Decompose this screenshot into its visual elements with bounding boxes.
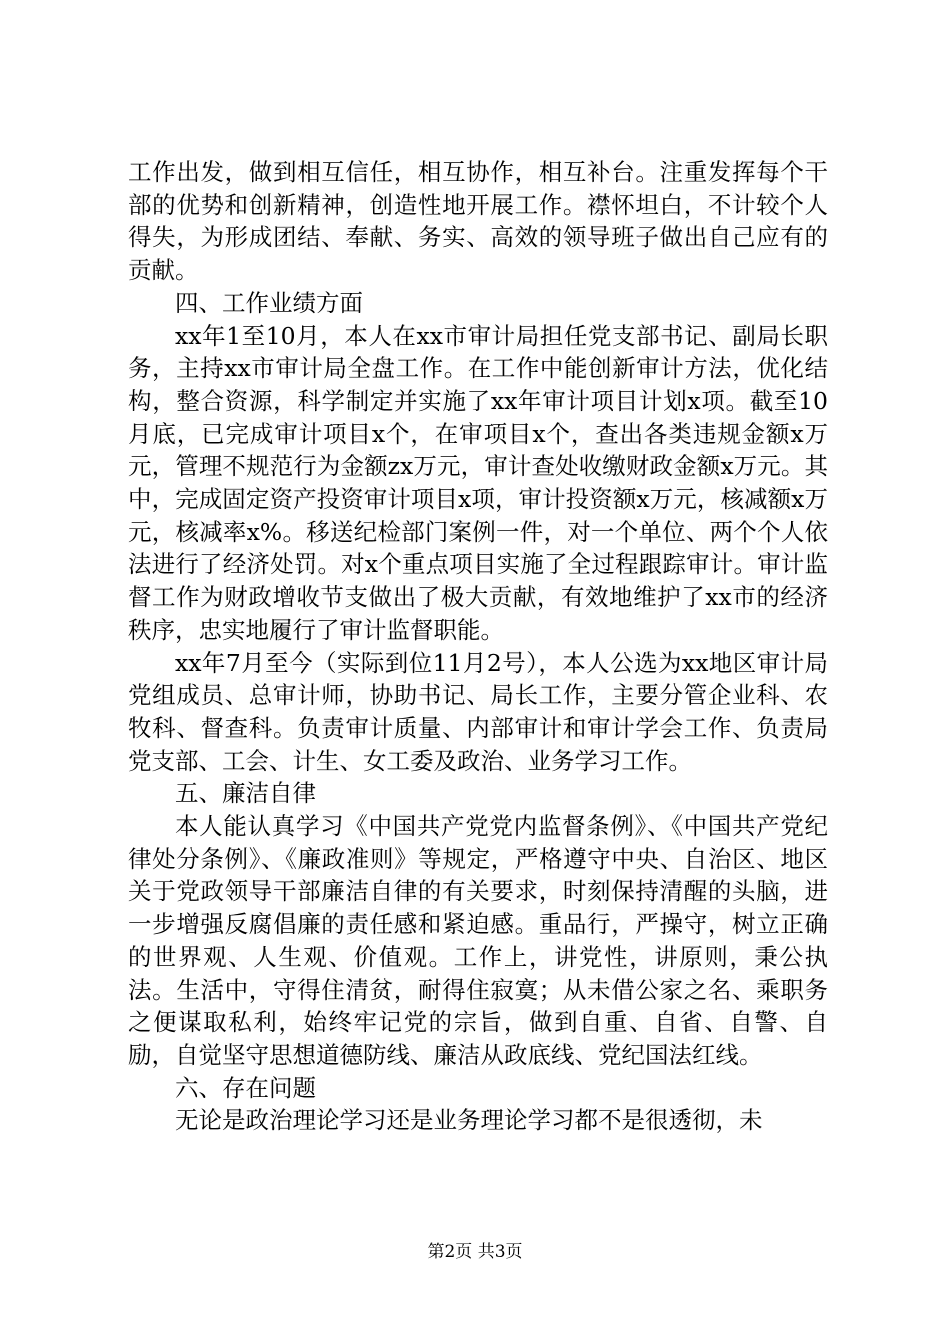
document-body	[128, 156, 828, 1137]
paragraph-problems: 无论是政治理论学习还是业务理论学习都不是很透彻，未	[175, 1106, 763, 1135]
paragraph-performance-region: xx年7月至今（实际到位11月2号），本人公选为xx地区审计局党组成员、总审计师，协助书记、局长工作，主要分管企业科、农牧科、督查科。负责审计质量、内部审计和审计学会工作、负责局党支部、工会、计生、女工委及政治、业务学习工作。	[128, 648, 828, 775]
section-heading-work-performance: 四、工作业绩方面	[175, 288, 363, 317]
page-number-footer: 第2页 共3页	[427, 1242, 523, 1262]
section-heading-problems: 六、存在问题	[175, 1073, 316, 1102]
section-heading-integrity: 五、廉洁自律	[175, 779, 316, 808]
paragraph-integrity: 本人能认真学习《中国共产党党内监督条例》、《中国共产党纪律处分条例》、《廉政准则》等规定，严格遵守中央、自治区、地区关于党政领导干部廉洁自律的有关要求，时刻保持清醒的头脑，进一步增强反腐倡廉的责任感和紧迫感。重品行，严操守，树立正确的世界观、人生观、价值观。工作上，讲党性，讲原则，秉公执法。生活中，守得住清贫，耐得住寂寞；从未借公家之名、乘职务之便谋取私利，始终牢记党的宗旨，做到自重、自省、自警、自励，自觉坚守思想道德防线、廉洁从政底线、党纪国法红线。	[128, 812, 828, 1069]
paragraph-continuation: 工作出发，做到相互信任，相互协作，相互补台。注重发挥每个干部的优势和创新精神，创造性地开展工作。襟怀坦白，不计较个人得失，为形成团结、奉献、务实、高效的领导班子做出自己应有的贡献。	[128, 158, 828, 285]
paragraph-performance-city: xx年1至10月，本人在xx市审计局担任党支部书记、副局长职务，主持xx市审计局全盘工作。在工作中能创新审计方法，优化结构，整合资源，科学制定并实施了xx年审计项目计划x项。截至10月底，已完成审计项目x个，在审项目x个，查出各类违规金额x万元，管理不规范行为金额zx万元，审计查处收缴财政金额x万元。其中，完成固定资产投资审计项目x项，审计投资额x万元，核减额x万元，核减率x%。移送纪检部门案例一件，对一个单位、两个个人依法进行了经济处罚。对x个重点项目实施了全过程跟踪审计。审计监督工作为财政增收节支做出了极大贡献，有效地维护了xx市的经济秩序，忠实地履行了审计监督职能。	[128, 321, 828, 644]
